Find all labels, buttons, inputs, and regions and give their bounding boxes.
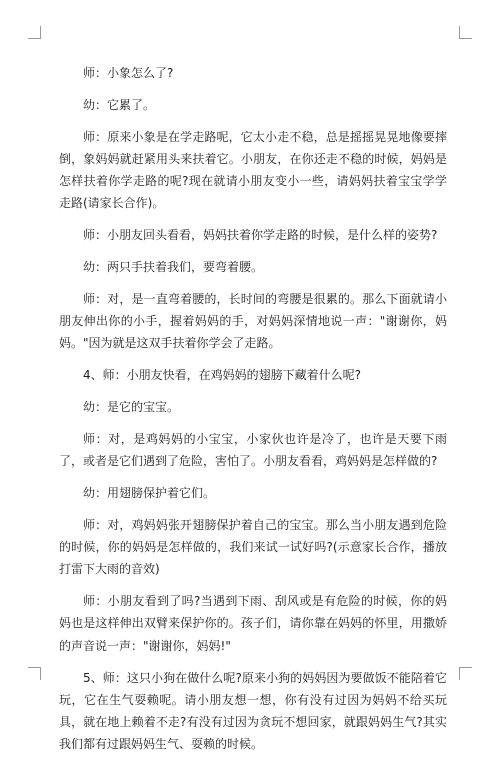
crop-mark-bottom-left [28,667,41,680]
paragraph: 师：小朋友看到了吗?当遇到下雨、刮风或是有危险的时候，你的妈妈也是这样伸出双臂来保护你的。孩子们，请你靠在妈妈的怀里，用撒娇的声音说一声："谢谢你，妈妈!" [59,594,447,653]
paragraph: 师：小象怎么了? [83,66,174,80]
document-body [59,62,447,765]
paragraph: 5、师：这只小狗在做什么呢?原来小狗的妈妈因为要做饭不能陪着它玩，它在生气耍赖呢。请小朋友想一想，你有没有过因为妈妈不给买玩具，就在地上赖着不走?有没有过因为贪玩不想回家，就跟妈妈生气?其实我们都有过跟妈妈生气、耍赖的时候。 [59,670,447,752]
paragraph: 幼：它累了。 [83,97,156,112]
paragraph: 幼：两只手扶着我们，要弯着腰。 [83,260,264,275]
crop-mark-top-left [28,26,41,39]
paragraph: 幼：是它的宝宝。 [83,400,180,415]
paragraph: 幼：用翅膀保护着它们。 [83,485,216,500]
paragraph: 4、师：小朋友快看，在鸡妈妈的翅膀下藏着什么呢? [83,368,362,383]
crop-mark-bottom-right [459,667,472,680]
paragraph: 师：对，是一直弯着腰的，长时间的弯腰是很累的。那么下面就请小朋友伸出你的小手，握着妈妈的手，对妈妈深情地说一声："谢谢你，妈妈。"因为就是这双手扶着你学会了走路。 [59,291,447,351]
paragraph: 师：小朋友回头看看，妈妈扶着你学走路的时候，是什么样的姿势? [83,228,438,243]
paragraph: 师：对，鸡妈妈张开翅膀保护着自己的宝宝。那么当小朋友遇到危险的时候，你的妈妈是怎样做的，我们来试一试好吗?(示意家长合作，播放打雷下大雨的音效) [59,517,447,577]
paragraph: 师：对，是鸡妈妈的小宝宝，小家伙也许是冷了，也许是天要下雨了，或者是它们遇到了危险，害怕了。小朋友看看，鸡妈妈是怎样做的? [59,431,447,469]
crop-mark-top-right [459,26,472,39]
paragraph: 师：原来小象是在学走路呢，它太小走不稳，总是摇摇晃晃地像要摔倒，象妈妈就赶紧用头来扶着它。小朋友，在你还走不稳的时候，妈妈是怎样扶着你学走路的呢?现在就请小朋友变小一些，请妈妈扶着宝宝学学走路(请家长合作)。 [59,129,447,211]
